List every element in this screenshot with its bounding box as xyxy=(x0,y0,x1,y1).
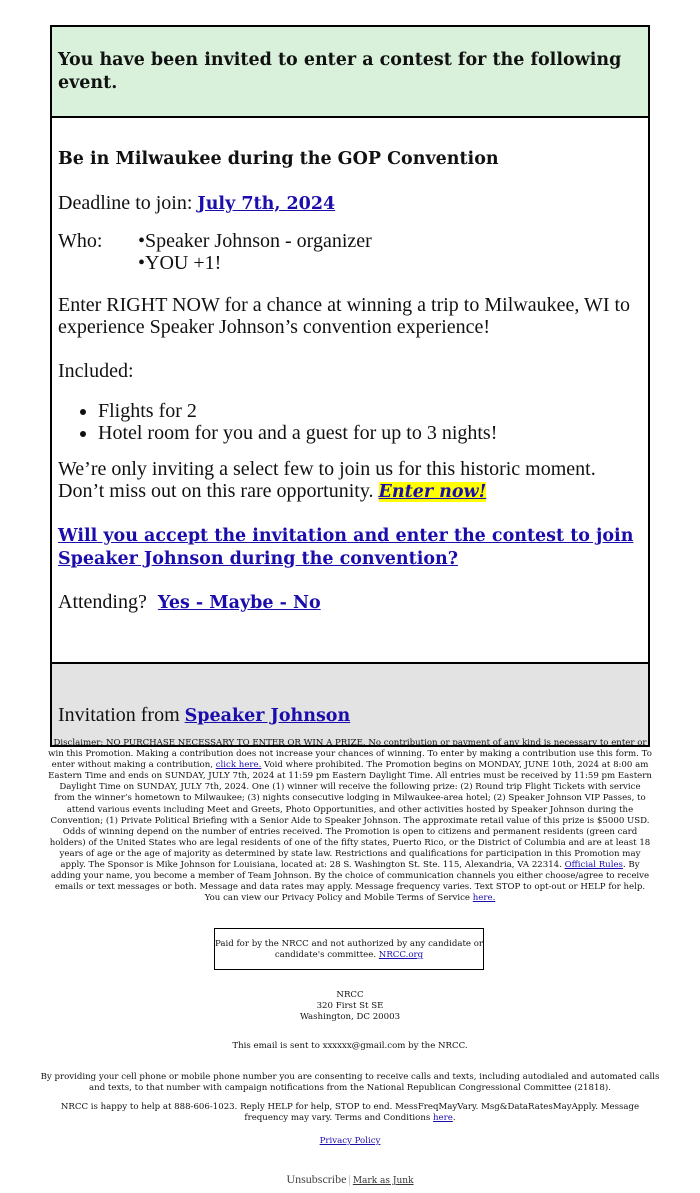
click-here-link[interactable]: click here. xyxy=(215,760,262,771)
accept-invitation-link[interactable]: Will you accept the invitation and enter the contest to join Speaker Johnson during the convention? xyxy=(58,526,634,569)
disclaimer xyxy=(48,738,652,904)
who-item: • YOU +1! xyxy=(138,252,372,274)
accept-paragraph xyxy=(58,525,642,571)
only-text: We’re only inviting a select few to join us for this historic moment. Don’t miss out on this rare opportunity. xyxy=(58,458,596,502)
attending-label: Attending? xyxy=(58,591,147,613)
consent-text: By providing your cell phone or mobile phone number you are consenting to receive calls and texts, including autodialed and automated calls and texts, to that number with campaign notifications from the National Republican Congressional Committee (21818). xyxy=(40,1072,660,1094)
help-tail: . xyxy=(452,1113,456,1124)
enter-now-link[interactable]: Enter now! xyxy=(378,482,487,502)
attending-rsvp-link[interactable]: Yes - Maybe - No xyxy=(157,593,321,613)
included-item: • Hotel room for you and a guest for up to 3 nights! xyxy=(98,422,642,444)
terms-conditions-link[interactable]: here xyxy=(433,1113,453,1124)
privacy-row xyxy=(200,1136,500,1147)
official-rules-link[interactable]: Official Rules xyxy=(564,860,623,871)
paid-for-text: Paid for by the NRCC and not authorized by any candidate or candidate's committee. xyxy=(215,939,484,961)
disclaimer-text: Void where prohibited. The Promotion begins on MONDAY, JUNE 10th, 2024 at 8:00 am Eastern Time and ends on SUNDAY, JULY 7th, 2024 at 11:59 pm Eastern Daylight Time. All entries must be received by 11:59 pm Eastern Daylight Time on SUNDAY, JULY 7th, 2024. One (1) winner will receive the following prize: (2) Round trip Flight Tickets with service from the winner’s hometown to Milwaukee; (3) nights consecutive lodging in Milwaukee-area hotel; (2) Speaker Johnson VIP Passes, to attend various events including Meet and Greets, Photo Opportunities, and other activities hosted by Speaker Johnson during the Convention; (1) Private Political Briefing with a Senior Aide to Speaker Johnson. The approximate retail value of this prize is $5000 USD. Odds of winning depend on the number of entries received. The Promotion is open to citizens and permanent residents (green card holders) of the United States who are legal residents of one of the fifty states, Puerto Rico, or the District of Columbia and are at least 18 years of age or the age of majority as determined by state law. Restrictions and qualifications for participation in this Promotion may apply. The Sponsor is Mike Johnson for Louisiana, located at: 28 S. Washington St. Ste. 115, Alexandria, VA 22314. xyxy=(48,760,652,871)
header-text: You have been invited to enter a contest for the following event. xyxy=(58,50,622,93)
deadline-link[interactable]: July 7th, 2024 xyxy=(197,194,336,214)
paid-for-box xyxy=(214,928,484,970)
mark-as-junk-link[interactable]: Mark as Junk xyxy=(352,1176,414,1186)
disclaimer-text: Disclaimer: NO PURCHASE NECESSARY TO ENTER OR WIN A PRIZE. No contribution or payment of any kind is necessary to enter or win this Promotion. Making a contribution does not increase your chances of winning. To enter by making a contribution use this form. To enter without making a contribution, xyxy=(48,738,652,771)
address-line: NRCC xyxy=(336,990,364,1000)
enter-text: Enter RIGHT NOW for a chance at winning a trip to Milwaukee, WI to experience Speaker Johnson’s convention experience! xyxy=(58,294,631,338)
invitation-card xyxy=(50,25,650,747)
event-title: Be in Milwaukee during the GOP Convention xyxy=(58,149,499,169)
privacy-policy-link[interactable]: Privacy Policy xyxy=(319,1136,381,1146)
terms-here-link[interactable]: here. xyxy=(472,893,496,904)
deadline-label: Deadline to join: xyxy=(58,192,198,214)
included-label: Included: xyxy=(58,360,134,382)
disclaimer-text: . By adding your name, you become a member of Team Johnson. By the choice of communication channels you either choose/agree to receive emails or text messages or both. Message and data rates may apply. Message frequency varies. Text STOP to opt-out or HELP for help. You can view our Privacy Policy and Mobile Terms of Service xyxy=(50,860,650,904)
who-section xyxy=(58,230,642,274)
help-body: NRCC is happy to help at 888-606-1023. Reply HELP for help, STOP to end. MessFreqMayVary. Msg&DataRatesMayApply. Message frequency may vary. Terms and Conditions xyxy=(60,1102,640,1124)
invitation-from-label: Invitation from xyxy=(58,704,185,726)
unsubscribe-link[interactable]: Unsubscribe xyxy=(286,1172,347,1186)
invitation-header xyxy=(52,27,648,118)
invitation-body xyxy=(52,148,648,664)
deadline xyxy=(58,192,642,215)
invitation-footer xyxy=(52,664,648,745)
help-text xyxy=(40,1102,660,1124)
who-item: • Speaker Johnson - organizer xyxy=(138,230,372,252)
speaker-johnson-link[interactable]: Speaker Johnson xyxy=(184,706,351,726)
sent-to-text: This email is sent to xxxxxx@gmail.com by the NRCC. xyxy=(232,1041,468,1051)
who-label: Who: xyxy=(58,230,103,252)
nrcc-link[interactable]: NRCC.org xyxy=(378,950,424,961)
unsubscribe-row xyxy=(200,1172,500,1187)
address-line: 320 First St SE xyxy=(316,1001,384,1012)
mailing-address xyxy=(200,990,500,1023)
invite-text xyxy=(58,458,642,503)
separator: | xyxy=(348,1172,351,1186)
included-item: • Flights for 2 xyxy=(98,400,642,422)
included-list xyxy=(58,400,642,444)
address-line: Washington, DC 20003 xyxy=(299,1012,401,1023)
who-list xyxy=(138,230,372,274)
attending-row xyxy=(58,591,642,614)
